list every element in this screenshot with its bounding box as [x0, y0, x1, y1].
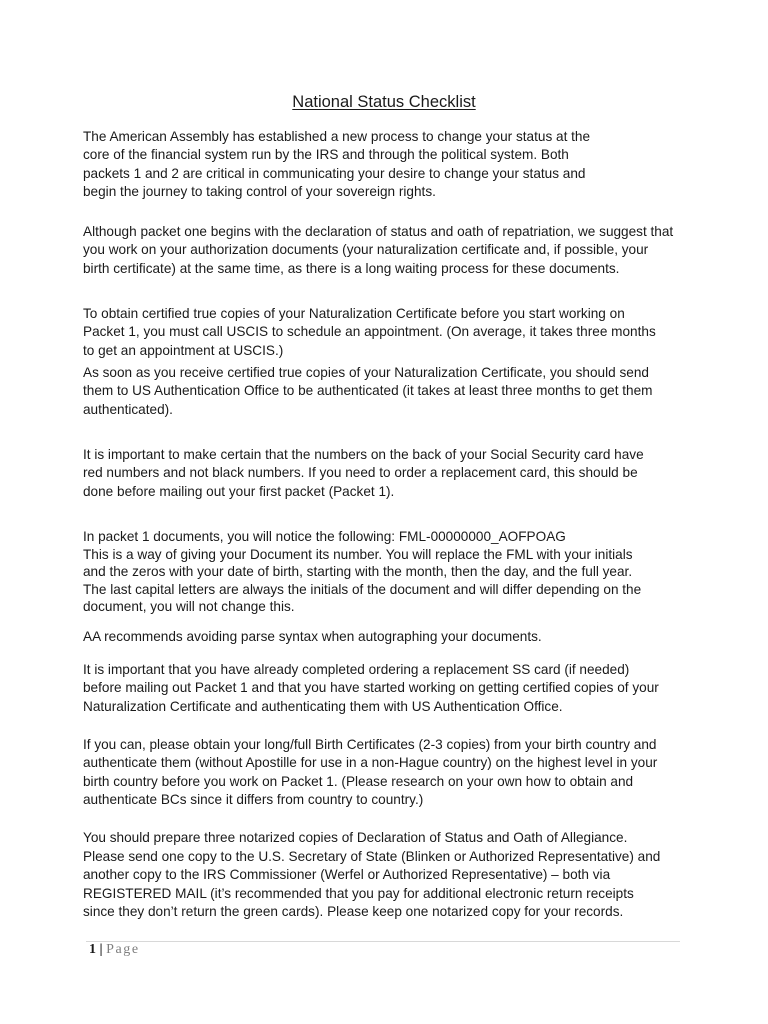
paragraph-line: since they don’t return the green cards). Please keep one notarized copy for your records.: [83, 904, 624, 920]
page-number: 1: [89, 942, 96, 957]
paragraph-line: you work on your authorization documents (your naturalization certificate and, if possible, your: [83, 242, 649, 258]
paragraph-intro: [83, 128, 590, 201]
paragraph-line: to get an appointment at USCIS.): [83, 342, 284, 358]
footer-divider: [86, 941, 680, 942]
paragraph-line: authenticated).: [83, 401, 173, 417]
paragraph-social-security: [83, 446, 644, 501]
paragraph-line: birth country before you work on Packet 1. (Please research on your own how to obtain and: [83, 773, 634, 789]
paragraph-line: This is a way of giving your Document its number. You will replace the FML with your initials: [83, 547, 633, 562]
paragraph-line: The American Assembly has established a new process to change your status at the: [83, 129, 591, 144]
document-title: National Status Checklist: [292, 93, 476, 111]
paragraph-line: document, you will not change this.: [83, 599, 295, 615]
paragraph-parse-syntax: [83, 628, 542, 646]
paragraph-document-number: [83, 528, 566, 546]
paragraph-line: REGISTERED MAIL (it’s recommended that you pay for additional electronic return receipts: [83, 885, 634, 901]
paragraph-line: The last capital letters are always the initials of the document and will differ depending on the: [83, 581, 642, 597]
paragraph-numbering-explanation: [83, 546, 641, 616]
paragraph-birth-certificates: [83, 736, 657, 809]
paragraph-line: You should prepare three notarized copies of Declaration of Status and Oath of Allegiance.: [83, 830, 628, 845]
paragraph-line: It is important to make certain that the numbers on the back of your Social Security card have: [83, 447, 644, 462]
paragraph-line: To obtain certified true copies of your Naturalization Certificate before you start working on: [83, 306, 625, 321]
page-footer: [89, 942, 140, 958]
paragraph-line: before mailing out Packet 1 and that you have started working on getting certified copies of your: [83, 680, 659, 696]
paragraph-line: If you can, please obtain your long/full Birth Certificates (2-3 copies) from your birth country and: [83, 737, 657, 752]
paragraph-line: begin the journey to taking control of your sovereign rights.: [83, 183, 436, 199]
paragraph-line: red numbers and not black numbers. If you need to order a replacement card, this should be: [83, 465, 638, 481]
page-label: Page: [106, 942, 140, 957]
paragraph-line: core of the financial system run by the IRS and through the political system. Both: [83, 147, 569, 163]
paragraph-line: Naturalization Certificate and authenticating them with US Authentication Office.: [83, 698, 563, 714]
paragraph-line: As soon as you receive certified true copies of your Naturalization Certificate, you should send: [83, 365, 649, 380]
paragraph-uscis: [83, 305, 656, 360]
paragraph-line: them to US Authentication Office to be authenticated (it takes at least three months to get them: [83, 383, 653, 399]
paragraph-authentication: [83, 364, 653, 419]
paragraph-line: and the zeros with your date of birth, starting with the month, then the day, and the full year.: [83, 564, 633, 580]
paragraph-line: done before mailing out your first packet (Packet 1).: [83, 483, 395, 499]
paragraph-line: authenticate them (without Apostille for use in a non-Hague country) on the highest level in your: [83, 755, 658, 771]
paragraph-line: authenticate BCs since it differs from country to country.): [83, 791, 424, 807]
paragraph-line: Please send one copy to the U.S. Secretary of State (Blinken or Authorized Representative) and: [83, 848, 661, 864]
paragraph-replacement-card: [83, 661, 659, 716]
paragraph-line: packets 1 and 2 are critical in communicating your desire to change your status and: [83, 165, 586, 181]
paragraph-line: birth certificate) at the same time, as there is a long waiting process for these documents.: [83, 260, 620, 276]
paragraph-line: AA recommends avoiding parse syntax when autographing your documents.: [83, 629, 542, 644]
paragraph-line: It is important that you have already completed ordering a replacement SS card (if needed): [83, 662, 630, 677]
footer-separator: |: [96, 942, 107, 957]
paragraph-notarized-copies: [83, 829, 660, 922]
paragraph-line: Although packet one begins with the declaration of status and oath of repatriation, we suggest that: [83, 224, 674, 239]
paragraph-line: In packet 1 documents, you will notice the following: FML-00000000_AOFPOAG: [83, 529, 566, 544]
paragraph-line: another copy to the IRS Commissioner (Werfel or Authorized Representative) – both via: [83, 867, 611, 883]
paragraph-authorization: [83, 223, 673, 278]
paragraph-line: Packet 1, you must call USCIS to schedule an appointment. (On average, it takes three months: [83, 324, 656, 340]
